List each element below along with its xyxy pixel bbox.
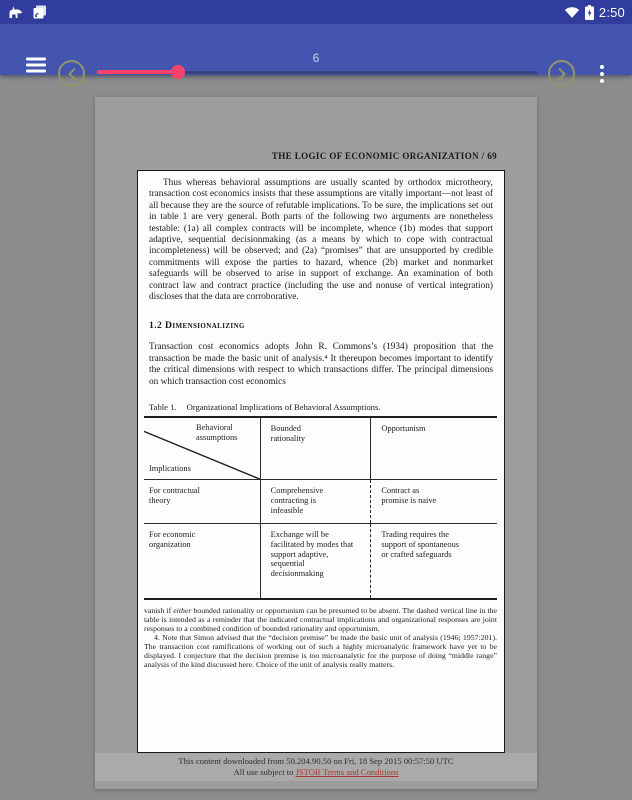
document-canvas (0, 75, 632, 800)
chevron-right-icon (556, 67, 568, 81)
row2-label: For economic organization (149, 530, 196, 549)
table-caption-label: Table 1. (149, 402, 177, 413)
header-bounded-rationality: Bounded rationality (260, 418, 371, 479)
row2-bounded-rationality: Exchange will be facilitated by modes that support adaptive, sequential decisionmaking (260, 524, 371, 598)
table-header-row (144, 418, 497, 480)
footnotes (144, 606, 497, 669)
header-opportunism: Opportunism (370, 418, 497, 479)
table-caption-text: Organizational Implications of Behavioral Assumptions. (186, 402, 381, 413)
section-heading: 1.2 Dimensionalizing (149, 320, 245, 332)
next-page-button[interactable] (548, 60, 575, 87)
footnote-4: 4. Note that Simon advised that the “decision premise” be made the basic unit of analysis (1946; 1957:201). The transaction cost ramifications of working out of such a highly microanalytic framework have yet to be displayed. I conjecture that the decision premise is too microanalytic for the purpose of doing “middle range” analysis of the kind discussed here. Choice of the unit of analysis really matters. (144, 633, 497, 670)
row1-label: For contractual theory (149, 486, 200, 505)
table-diagonal-header-cell (144, 418, 260, 479)
overflow-menu-icon[interactable] (595, 60, 609, 88)
table-row-economic-organization (144, 524, 497, 598)
battery-charging-icon (585, 5, 594, 20)
jstor-provenance-footer (95, 753, 537, 781)
reader-toolbar (0, 24, 632, 75)
page-slider[interactable] (97, 65, 537, 79)
row1-bounded-rationality: Comprehensive contracting is infeasible (260, 480, 371, 523)
table-note-emphasis: either (173, 606, 192, 616)
scanned-text-block (137, 170, 505, 753)
table-note: vanish if either bounded rationality or opportunism can be presumed to be absent. The dashed vertical line in the table is intended as a reminder that the indicated contractual implications and organizational responses are joint responses to a combined condition of bounded rationality and opportunism. (144, 606, 497, 634)
previous-page-button[interactable] (58, 60, 85, 87)
header-behavioral-assumptions: Behavioral assumptions (196, 423, 238, 442)
row1-opportunism: Contract as promise is naive (370, 480, 497, 523)
notification-icons (7, 4, 564, 20)
paragraph-2: Transaction cost economics adopts John R. Commons’s (1934) proposition that the transaction be made the basic unit of analysis.⁴ It thereupon becomes important to identify the critical dimensions with respect to which transactions differ. The principal dimensions on which transaction cost economics (149, 342, 493, 387)
table-1 (144, 416, 497, 600)
table-caption (149, 402, 493, 412)
header-implications: Implications (149, 464, 191, 474)
slider-fill (97, 70, 178, 74)
paragraph-1: Thus whereas behavioral assumptions are usually scanted by orthodox microtheory, transaction cost economics insists that these assumptions are vitally important—not least of all because they are the source of refutable implications. To be sure, the implications set out in table 1 are very general. Both parts of the following two arguments are nonetheless testable: (1a) all complex contracts will be incomplete, whence (1b) modes that support adaptive, sequential decisionmaking (as a means by which to cope with contractual incompleteness) will be observed; and (2a) “promises” that are unsupported by credible commitments will expose the parties to hazard, whence (2b) market and nonmarket safeguards will be observed to arise in support of exchange. An examination of both contract law and contract practice (including the use and nonuse of vertical integration) discloses that the data are corroborative. (149, 178, 493, 303)
footnote-4-emphasis: too (309, 651, 320, 661)
page-number-label: 6 (312, 51, 320, 65)
chevron-left-icon (66, 67, 78, 81)
clock: 2:50 (598, 4, 625, 20)
llama-notification-icon (7, 4, 24, 20)
screenshots-stack-icon (32, 4, 48, 20)
running-head: THE LOGIC OF ECONOMIC ORGANIZATION / 69 (271, 151, 497, 161)
table-row-contractual-theory (144, 480, 497, 524)
menu-icon[interactable] (26, 58, 46, 73)
row2-opportunism: Trading requires the support of spontaneous or crafted safeguards (370, 524, 497, 598)
wifi-icon (564, 5, 580, 19)
download-provenance-line: This content downloaded from 50.204.90.50 on Fri, 18 Sep 2015 00:57:50 UTC (178, 756, 454, 766)
pdf-page[interactable] (95, 97, 537, 789)
terms-line: All use subject to JSTOR Terms and Conditions (233, 766, 399, 777)
slider-thumb[interactable] (171, 65, 185, 79)
jstor-terms-link[interactable]: JSTOR Terms and Conditions (295, 766, 399, 777)
status-bar[interactable] (0, 0, 632, 24)
